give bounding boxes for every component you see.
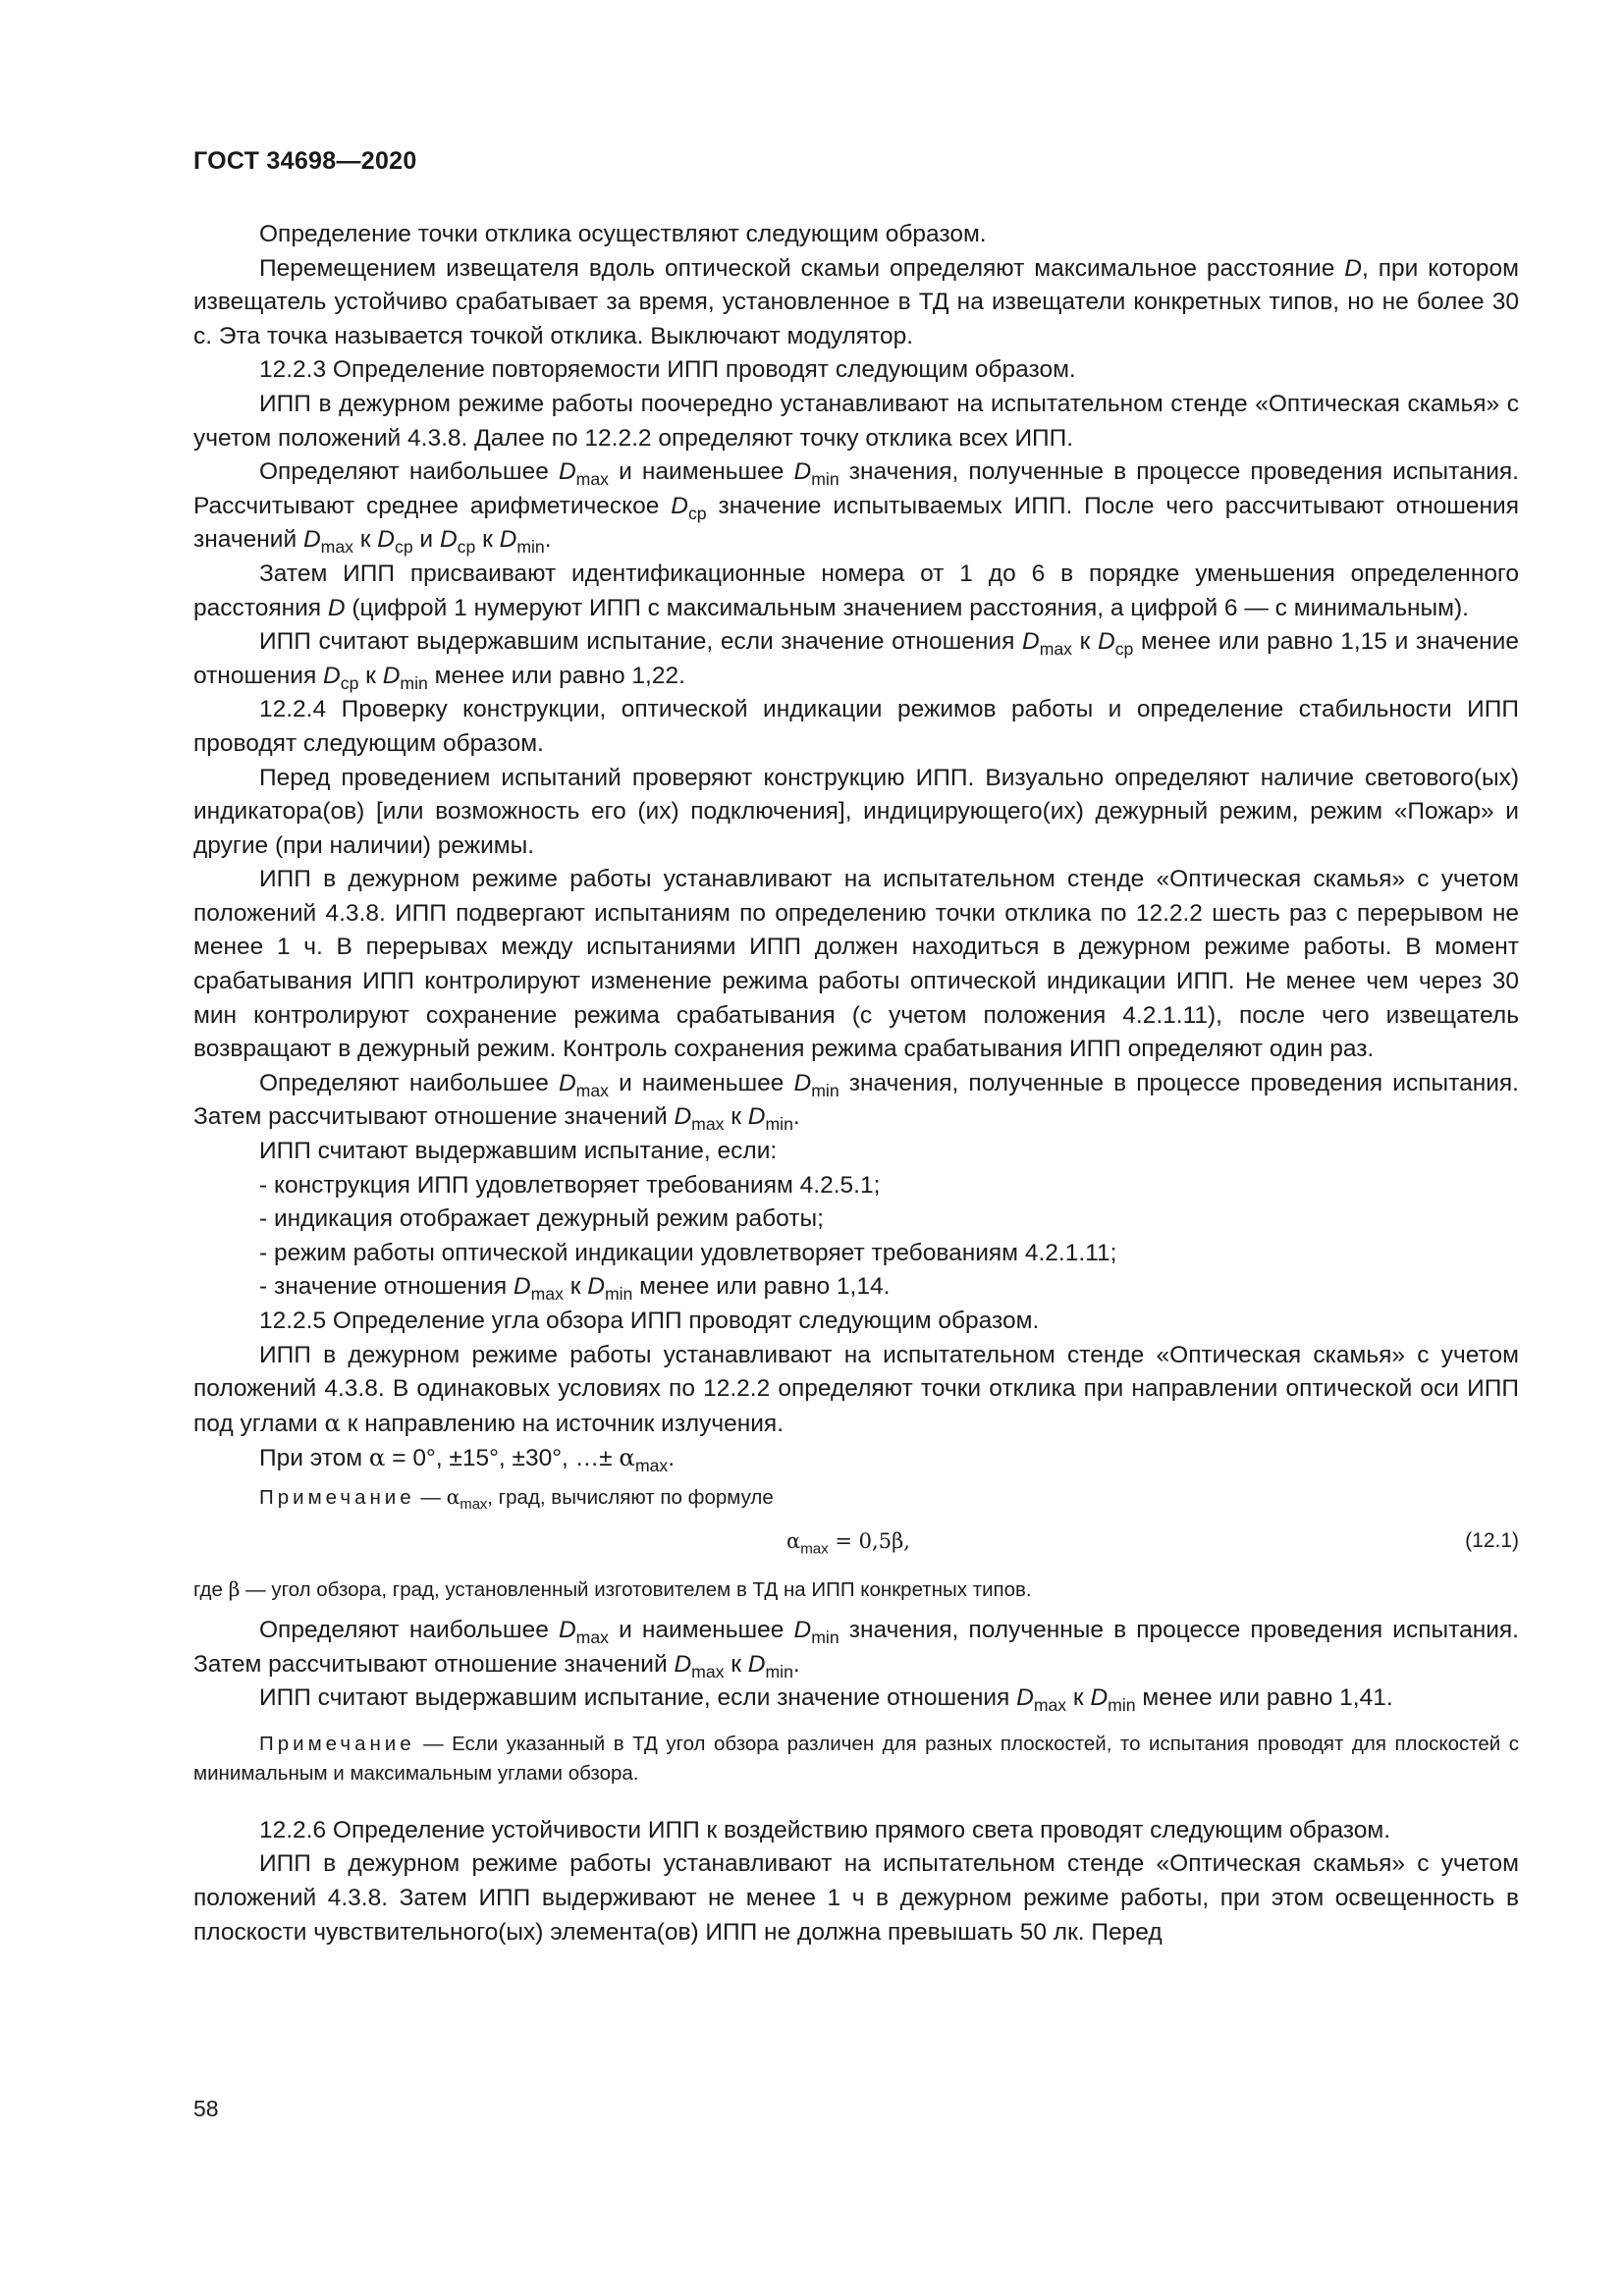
paragraph: Определяют наибольшее $D_{max}$ и наименьшее $D_{min}$ значения, полученные в процессе проведения испытания. Затем рассчитывают отношение значений $D_{max}$ к $D_{min}$.: [193, 1616, 1519, 1682]
formula-number: (12.1): [1465, 1528, 1519, 1552]
document-body: [193, 218, 1519, 1949]
paragraph: ИПП считают выдержавшим испытание, если значение отношения $D_{max}$ к $D_{min}$ менее или равно 1,41.: [259, 1684, 1393, 1716]
paragraph: Перед проведением испытаний проверяют конструкцию ИПП. Визуально определяют наличие светового(ых) индикатора(ов) [или возможность его (их) подключения], индицирующего(их) дежурный режим, режим «Пожар» и другие (при наличии) режимы.: [193, 764, 1519, 859]
paragraph: Определение точки отклика осуществляют следующим образом.: [259, 221, 987, 247]
paragraph: ИПП считают выдержавшим испытание, если:: [259, 1138, 778, 1165]
formula-where-clause: где β — угол обзора, град, установленный изготовителем в ТД на ИПП конкретных типов.: [193, 1576, 1032, 1601]
section-heading-12-2-6: 12.2.6 Определение устойчивости ИПП к воздействию прямого света проводят следующим образом.: [259, 1816, 1391, 1843]
page-number: 58: [193, 2096, 219, 2121]
section-heading-12-2-4: 12.2.4 Проверку конструкции, оптической индикации режимов работы и определение стабильности ИПП проводят следующим образом.: [193, 696, 1519, 757]
list-item: - значение отношения $D_{max}$ к $D_{min}$ менее или равно 1,14.: [259, 1273, 891, 1305]
paragraph: ИПП в дежурном режиме работы устанавливают на испытательном стенде «Оптическая скамья» с учетом положений 4.3.8. В одинаковых условиях по 12.2.2 определяют точки отклика при направлении оптической оси ИПП под углами α к направлению на источник излучения.: [193, 1341, 1519, 1437]
paragraph: Определяют наибольшее $D_{max}$ и наименьшее $D_{min}$ значения, полученные в процессе проведения испытания. Затем рассчитывают отношение значений $D_{max}$ к $D_{min}$.: [193, 1069, 1519, 1135]
paragraph: ИПП в дежурном режиме работы поочередно устанавливают на испытательном стенде «Оптическая скамья» с учетом положений 4.3.8. Далее по 12.2.2 определяют точку отклика всех ИПП.: [193, 390, 1519, 452]
formula-expression: $\alpha_{max} = 0,5\beta$,: [786, 1528, 910, 1558]
paragraph: Перемещением извещателя вдоль оптической скамьи определяют максимальное расстояние D, при котором извещатель устойчиво срабатывает за время, установленное в ТД на извещатели конкретных типов, но не более 30 с. Эта точка называется точкой отклика. Выключают модулятор.: [193, 254, 1519, 349]
list-item: - режим работы оптической индикации удовлетворяет требованиям 4.2.1.11;: [259, 1239, 1117, 1266]
section-heading-12-2-5: 12.2.5 Определение угла обзора ИПП проводят следующим образом.: [259, 1308, 1040, 1334]
note-formula-intro: Примечание — $\alpha_{max}$, град, вычисляют по формуле: [259, 1484, 774, 1514]
note-viewing-angle: Примечание — Если указанный в ТД угол обзора различен для разных плоскостей, то испытания проводят для плоскостей с минимальным и максимальным углами обзора.: [193, 1732, 1519, 1785]
paragraph: ИПП в дежурном режиме работы устанавливают на испытательном стенде «Оптическая скамья» с учетом положений 4.3.8. ИПП подвергают испытаниям по определению точки отклика по 12.2.2 шесть раз с перерывом не менее 1 ч. В перерывах между испытаниями ИПП должен находиться в дежурном режиме работы. В момент срабатывания ИПП контролируют изменение режима работы оптической индикации ИПП. Не менее чем через 30 мин контролируют сохранение режима срабатывания (с учетом положения 4.2.1.11), после чего извещатель возвращают в дежурный режим. Контроль сохранения режима срабатывания ИПП определяют один раз.: [193, 866, 1519, 1063]
spacer: [193, 1796, 1519, 1814]
paragraph: ИПП считают выдержавшим испытание, если значение отношения $D_{max}$ к $D_{ср}$ менее или равно 1,15 и значение отношения $D_{ср}$ к $D_{min}$ менее или равно 1,22.: [193, 628, 1519, 693]
section-heading-12-2-3: 12.2.3 Определение повторяемости ИПП проводят следующим образом.: [259, 356, 1076, 384]
paragraph: При этом α = 0°, ±15°, ±30°, …± $\alpha_{max}$.: [259, 1443, 676, 1476]
list-item: - индикация отображает дежурный режим работы;: [259, 1205, 824, 1233]
document-code-header: ГОСТ 34698—2020: [193, 147, 417, 175]
paragraph: Затем ИПП присваивают идентификационные номера от 1 до 6 в порядке уменьшения определенного расстояния D (цифрой 1 нумеруют ИПП с максимальным значением расстояния, а цифрой 6 — с минимальным).: [193, 560, 1519, 621]
formula-12-1: [193, 1517, 1519, 1568]
paragraph: ИПП в дежурном режиме работы устанавливают на испытательном стенде «Оптическая скамья» с учетом положений 4.3.8. Затем ИПП выдерживают не менее 1 ч в дежурном режиме работы, при этом освещенность в плоскости чувствительного(ых) элемента(ов) ИПП не должна превышать 50 лк. Перед: [193, 1850, 1519, 1946]
paragraph: Определяют наибольшее $D_{max}$ и наименьшее $D_{min}$ значения, полученные в процессе проведения испытания. Рассчитывают среднее арифметическое $D_{ср}$ значение испытываемых ИПП. После чего рассчитывают отношения значений $D_{max}$ к $D_{ср}$ и $D_{ср}$ к $D_{min}$.: [193, 458, 1519, 558]
list-item: - конструкция ИПП удовлетворяет требованиям 4.2.5.1;: [259, 1171, 881, 1199]
